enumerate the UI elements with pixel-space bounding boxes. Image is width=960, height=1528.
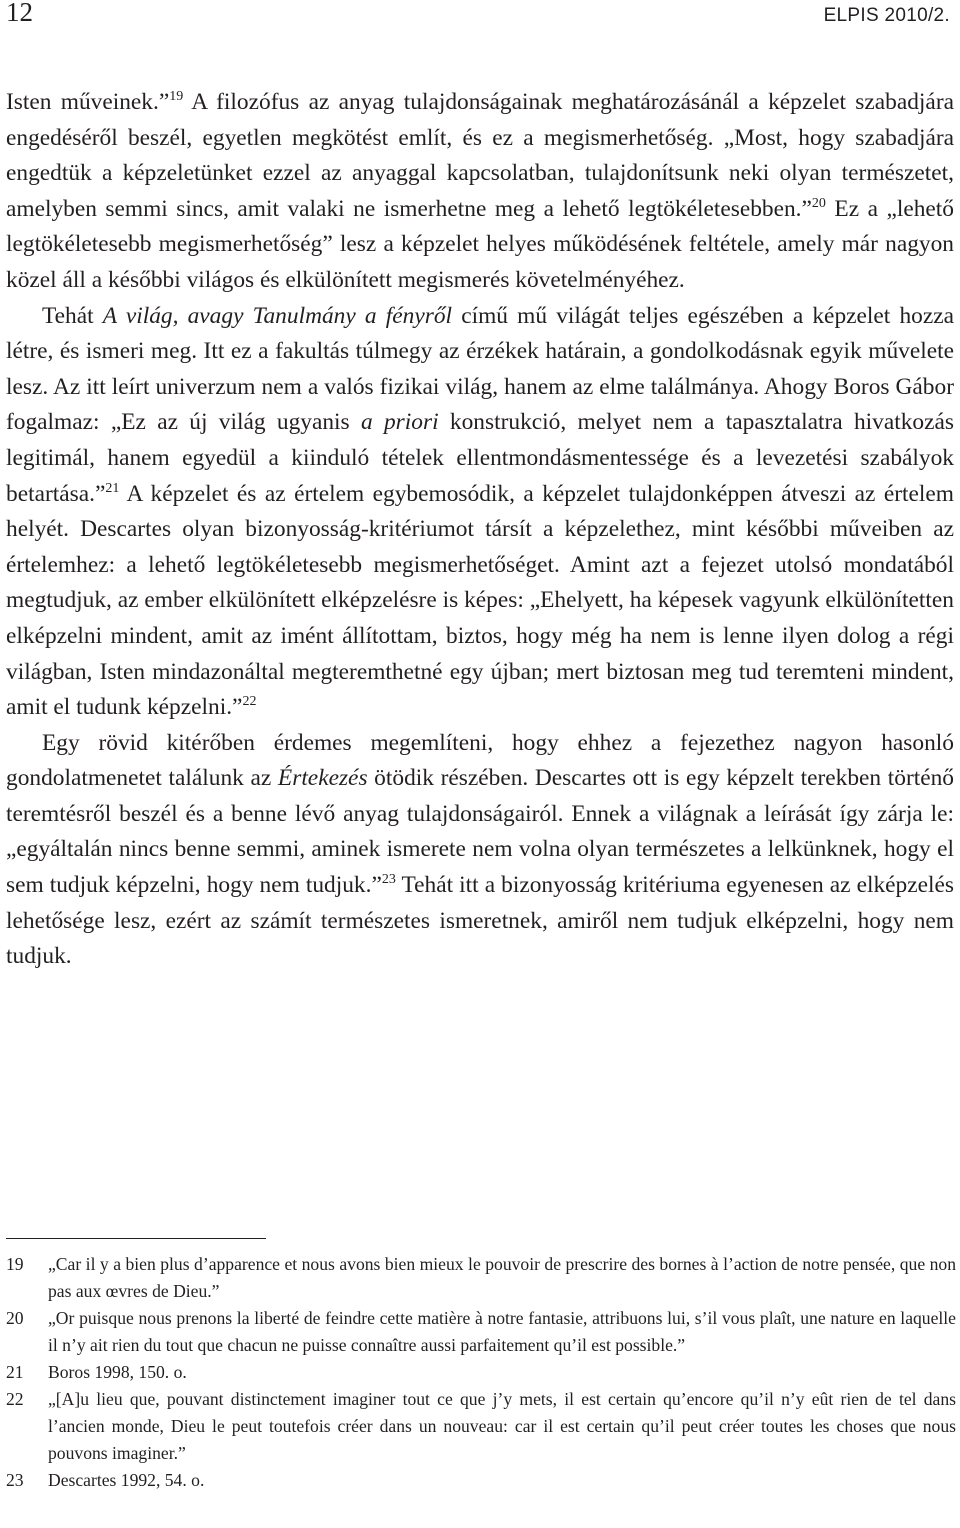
footnote-number: 19: [6, 1254, 24, 1274]
footnote-text: „Or puisque nous prenons la liberté de feindre cette matière à notre fantasie, attribuons lui, s’il vous plaît, une nature en laquelle il n’y ait rien du tout que chacun ne puisse connaître aussi parfaitement qu’il est possible.”: [48, 1308, 956, 1355]
footnote-item: [6, 1251, 956, 1305]
footnote-text: „Car il y a bien plus d’apparence et nous avons bien mieux le pouvoir de prescrire des bornes à l’action de notre pensée, que non pas aux œvres de Dieu.”: [48, 1254, 956, 1301]
footnote-ref-20: 20: [811, 195, 826, 211]
running-head: ELPIS 2010/2.: [823, 5, 950, 26]
footnote-item: [6, 1305, 956, 1359]
footnote-ref-22: 22: [242, 694, 257, 710]
paragraph-2: [6, 299, 954, 726]
p1-text-b: A filozófus az anyag tulajdonságainak meghatározásánál a képzelet szabadjára engedéséről beszél, egyetlen megkötést említ, és ez a megismerhetőség. „Most, hogy szabadjára engedtük a képzeletünket ezzel az anyaggal kapcsolatban, tulajdonítsunk neki olyan természetet, amelyben semmi sincs, amit valaki ne ismerhetne meg a lehető legtökéletesebben.”: [6, 89, 954, 222]
footnote-item: [6, 1386, 956, 1467]
body-text: [6, 85, 954, 975]
work-title: A világ, avagy Tanulmány a fényről: [102, 302, 453, 329]
footnote-number: 20: [6, 1308, 24, 1328]
p1-text-a: Isten műveinek.”: [6, 89, 170, 115]
footnote-text: Descartes 1992, 54. o.: [48, 1470, 205, 1490]
work-title-ertekezes: Értekezés: [277, 765, 368, 792]
p3-text-a: Egy rövid kitérőben érdemes megemlíteni, hogy ehhez a fejezethez nagyon hasonló gondolatmenetet találunk az: [6, 729, 954, 792]
footnote-divider: [6, 1238, 266, 1239]
page-header: [6, 0, 954, 40]
footnote-item: [6, 1359, 956, 1386]
paragraph-1: [6, 85, 954, 299]
p3-text-c: Tehát itt a bizonyosság kritériuma egyenesen az elképzelés lehetősége lesz, ezért az számít természetes ismeretnek, amiről nem tudjuk elképzelni, hogy nem tudjuk.: [6, 872, 954, 970]
p2-text-a: Tehát: [42, 302, 103, 329]
footnote-item: [6, 1467, 956, 1494]
footnote-ref-19: 19: [169, 89, 184, 104]
footnote-ref-21: 21: [105, 480, 120, 496]
a-priori-term: a priori: [360, 409, 439, 436]
footnote-text: Boros 1998, 150. o.: [48, 1362, 187, 1382]
footnote-text: „[A]u lieu que, pouvant distinctement imaginer tout ce que j’y mets, il est certain qu’encore qu’il n’y eût rien de tel dans l’ancien monde, Dieu le peut toutefois créer dans un nouveau: car il est certain qu’il peut créer toutes les choses que nous pouvons imaginer.”: [48, 1389, 956, 1463]
footnotes: [6, 1251, 956, 1494]
page-number: 12: [6, 0, 33, 27]
p2-text-c: konstrukció, melyet nem a tapasztalatra hivatkozás legitimál, hanem egyedül a kiinduló tételek ellentmondásmentessége és a levezetési szabályok betartása.”: [6, 409, 954, 507]
p1-text-c: Ez a „lehető legtökéletesebb megismerhetőség” lesz a képzelet helyes működésének feltétele, amely már nagyon közel áll a későbbi világos és elkülönített megismerés követelményéhez.: [6, 195, 954, 293]
footnote-number: 22: [6, 1389, 24, 1409]
footnote-number: 23: [6, 1470, 24, 1490]
p2-text-d: A képzelet és az értelem egybemosódik, a képzelet tulajdonképpen átveszi az értelem helyét. Descartes olyan bizonyosság-kritériumot társít a képzelethez, mint későbbi műveiben az értelemhez: a lehető legtökéletesebb megismerhetőséget. Amint azt a fejezet utolsó mondatából megtudjuk, az ember elkülönített elképzelésre is képes: „Ehelyett, ha képesek vagyunk elkülönítetten elképzelni mindent, amit az imént állítottam, biztos, hogy még ha nem is lenne ilyen dolog a régi világban, Isten mindazonáltal megteremthetné egy újban; mert biztosan meg tud teremteni mindent, amit el tudunk képzelni.”: [6, 480, 954, 721]
footnote-number: 21: [6, 1362, 24, 1382]
p2-text-b: című mű világát teljes egészében a képzelet hozza létre, és ismeri meg. Itt ez a fakultás túlmegy az érzékek határain, a gondolkodásnak egyik művelete lesz. Az itt leírt univerzum nem a valós fizikai világ, hanem az elme találmánya. Ahogy Boros Gábor fogalmaz: „Ez az új világ ugyanis: [6, 302, 954, 436]
footnote-ref-23: 23: [381, 872, 396, 888]
paragraph-3: [6, 726, 954, 975]
p3-text-b: ötödik részében. Descartes ott is egy képzelt terekben történő teremtésről beszél és a benne lévő anyag tulajdonságairól. Ennek a világnak a leírását így zárja le: „egyáltalán nincs benne semmi, aminek ismerete nem volna olyan természetes a lelkünknek, hogy el sem tudjuk képzelni, hogy nem tudjuk.”: [6, 765, 955, 899]
